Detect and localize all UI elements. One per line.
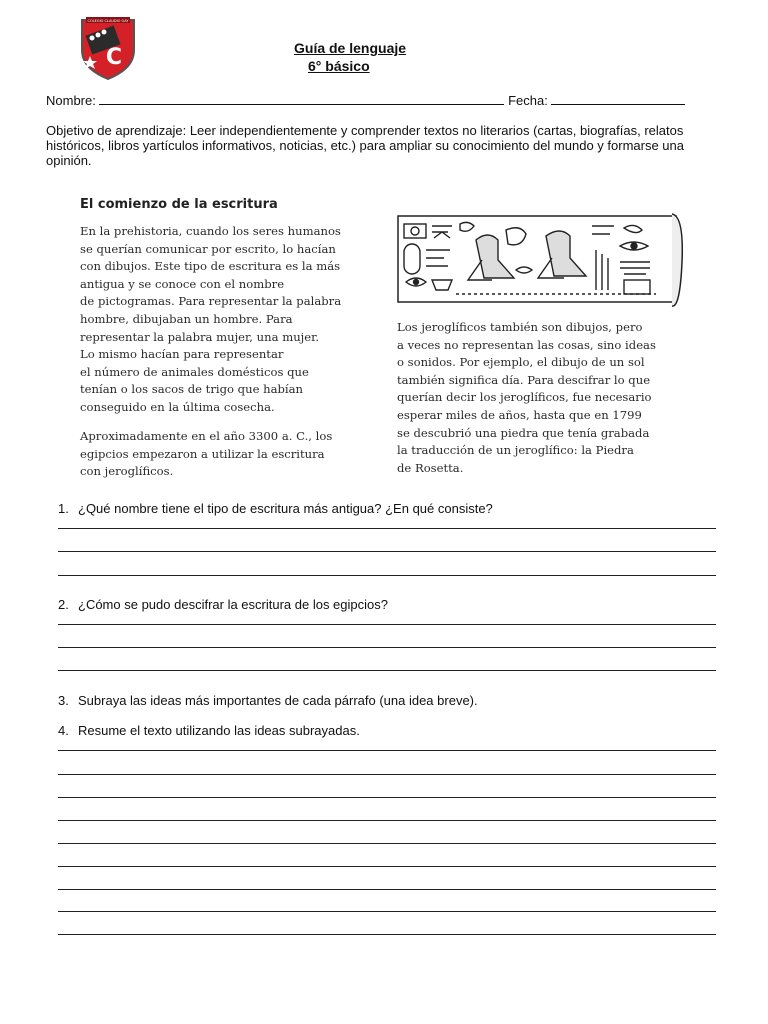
text-line: conseguido en la última cosecha.	[80, 399, 275, 414]
answer-line[interactable]	[58, 911, 716, 912]
answer-line[interactable]	[58, 820, 716, 821]
logo-lettering: COLEGIO CLAUDIO GAY	[87, 19, 129, 23]
question-2	[58, 597, 388, 612]
text-line: Lo mismo hacían para representar	[80, 347, 284, 362]
text-line: el número de animales domésticos que	[80, 364, 309, 379]
answer-line[interactable]	[58, 774, 716, 775]
text-line: antigua y se conoce con el nombre	[80, 276, 285, 291]
question-3	[58, 693, 478, 708]
date-field[interactable]	[551, 94, 685, 105]
text-line: a veces no representan las cosas, sino ideas	[397, 337, 656, 352]
text-line: con jeroglíficos.	[80, 464, 174, 479]
answer-line[interactable]	[58, 934, 716, 935]
answer-line[interactable]	[58, 866, 716, 867]
question-4	[58, 723, 360, 738]
question-number: 1.	[58, 501, 69, 516]
date-label: Fecha:	[508, 93, 548, 108]
text-line: de pictogramas. Para representar la palabra	[80, 294, 342, 309]
question-number: 2.	[58, 597, 69, 612]
question-number: 4.	[58, 723, 69, 738]
name-field[interactable]	[99, 94, 504, 105]
answer-line[interactable]	[58, 528, 716, 529]
text-line: esperar miles de años, hasta que en 1799	[397, 407, 642, 422]
text-line: tenían o los sacos de trigo que habían	[80, 382, 304, 397]
page-subtitle: 6° básico	[308, 58, 370, 74]
answer-line[interactable]	[58, 670, 716, 671]
question-text: ¿Qué nombre tiene el tipo de escritura más antigua? ¿En qué consiste?	[78, 501, 493, 516]
answer-line[interactable]	[58, 797, 716, 798]
text-line: de Rosetta.	[397, 460, 464, 475]
answer-line[interactable]	[58, 624, 716, 625]
text-line: o sonidos. Por ejemplo, el dibujo de un sol	[397, 355, 645, 370]
text-line: querían decir los jeroglíficos, fue necesario	[397, 390, 652, 405]
text-line: también significa día. Para descifrar lo que	[397, 372, 651, 387]
question-text: Subraya las ideas más importantes de cada párrafo (una idea breve).	[78, 693, 478, 708]
page-title: Guía de lenguaje	[294, 40, 407, 56]
text-line: egipcios empezaron a utilizar la escritura	[80, 446, 325, 461]
answer-line[interactable]	[58, 843, 716, 844]
answer-line[interactable]	[58, 750, 716, 751]
reading-title: El comienzo de la escritura	[80, 197, 278, 212]
learning-objective: Objetivo de aprendizaje: Leer independientemente y comprender textos no literarios (cartas, biografías, relatos históricos, libros yartículos informativos, noticias, etc.) para ampliar su conocimiento del mundo y formarse una opinión.	[46, 123, 684, 168]
question-number: 3.	[58, 693, 69, 708]
answer-line[interactable]	[58, 575, 716, 576]
text-line: hombre, dibujaban un hombre. Para	[80, 311, 293, 326]
text-line: con dibujos. Este tipo de escritura es la más	[80, 259, 341, 274]
text-line: representar la palabra mujer, una mujer.	[80, 329, 320, 344]
text-line: En la prehistoria, cuando los seres humanos	[80, 224, 341, 238]
text-line: Los jeroglíficos también son dibujos, pero	[397, 320, 643, 334]
answer-line[interactable]	[58, 647, 716, 648]
text-line: la traducción de un jeroglífico: la Piedra	[397, 443, 634, 458]
text-line: Aproximadamente en el año 3300 a. C., los	[80, 429, 333, 443]
answer-line[interactable]	[58, 889, 716, 890]
text-line: se descubrió una piedra que tenía grabada	[397, 425, 650, 440]
answer-line[interactable]	[58, 551, 716, 552]
reading-paragraph-2	[80, 428, 332, 481]
question-1	[58, 501, 493, 516]
text-line: se querían comunicar por escrito, lo hacían	[80, 241, 336, 256]
question-text: Resume el texto utilizando las ideas subrayadas.	[78, 723, 360, 738]
school-logo	[78, 14, 138, 80]
name-label: Nombre:	[46, 93, 96, 108]
reading-paragraph-1	[80, 223, 341, 417]
name-date-row	[46, 93, 685, 108]
reading-paragraph-3	[397, 319, 656, 477]
svg-text:C: C	[105, 45, 123, 70]
question-text: ¿Cómo se pudo descifrar la escritura de los egipcios?	[78, 597, 388, 612]
hieroglyph-scroll-illustration	[396, 210, 688, 308]
